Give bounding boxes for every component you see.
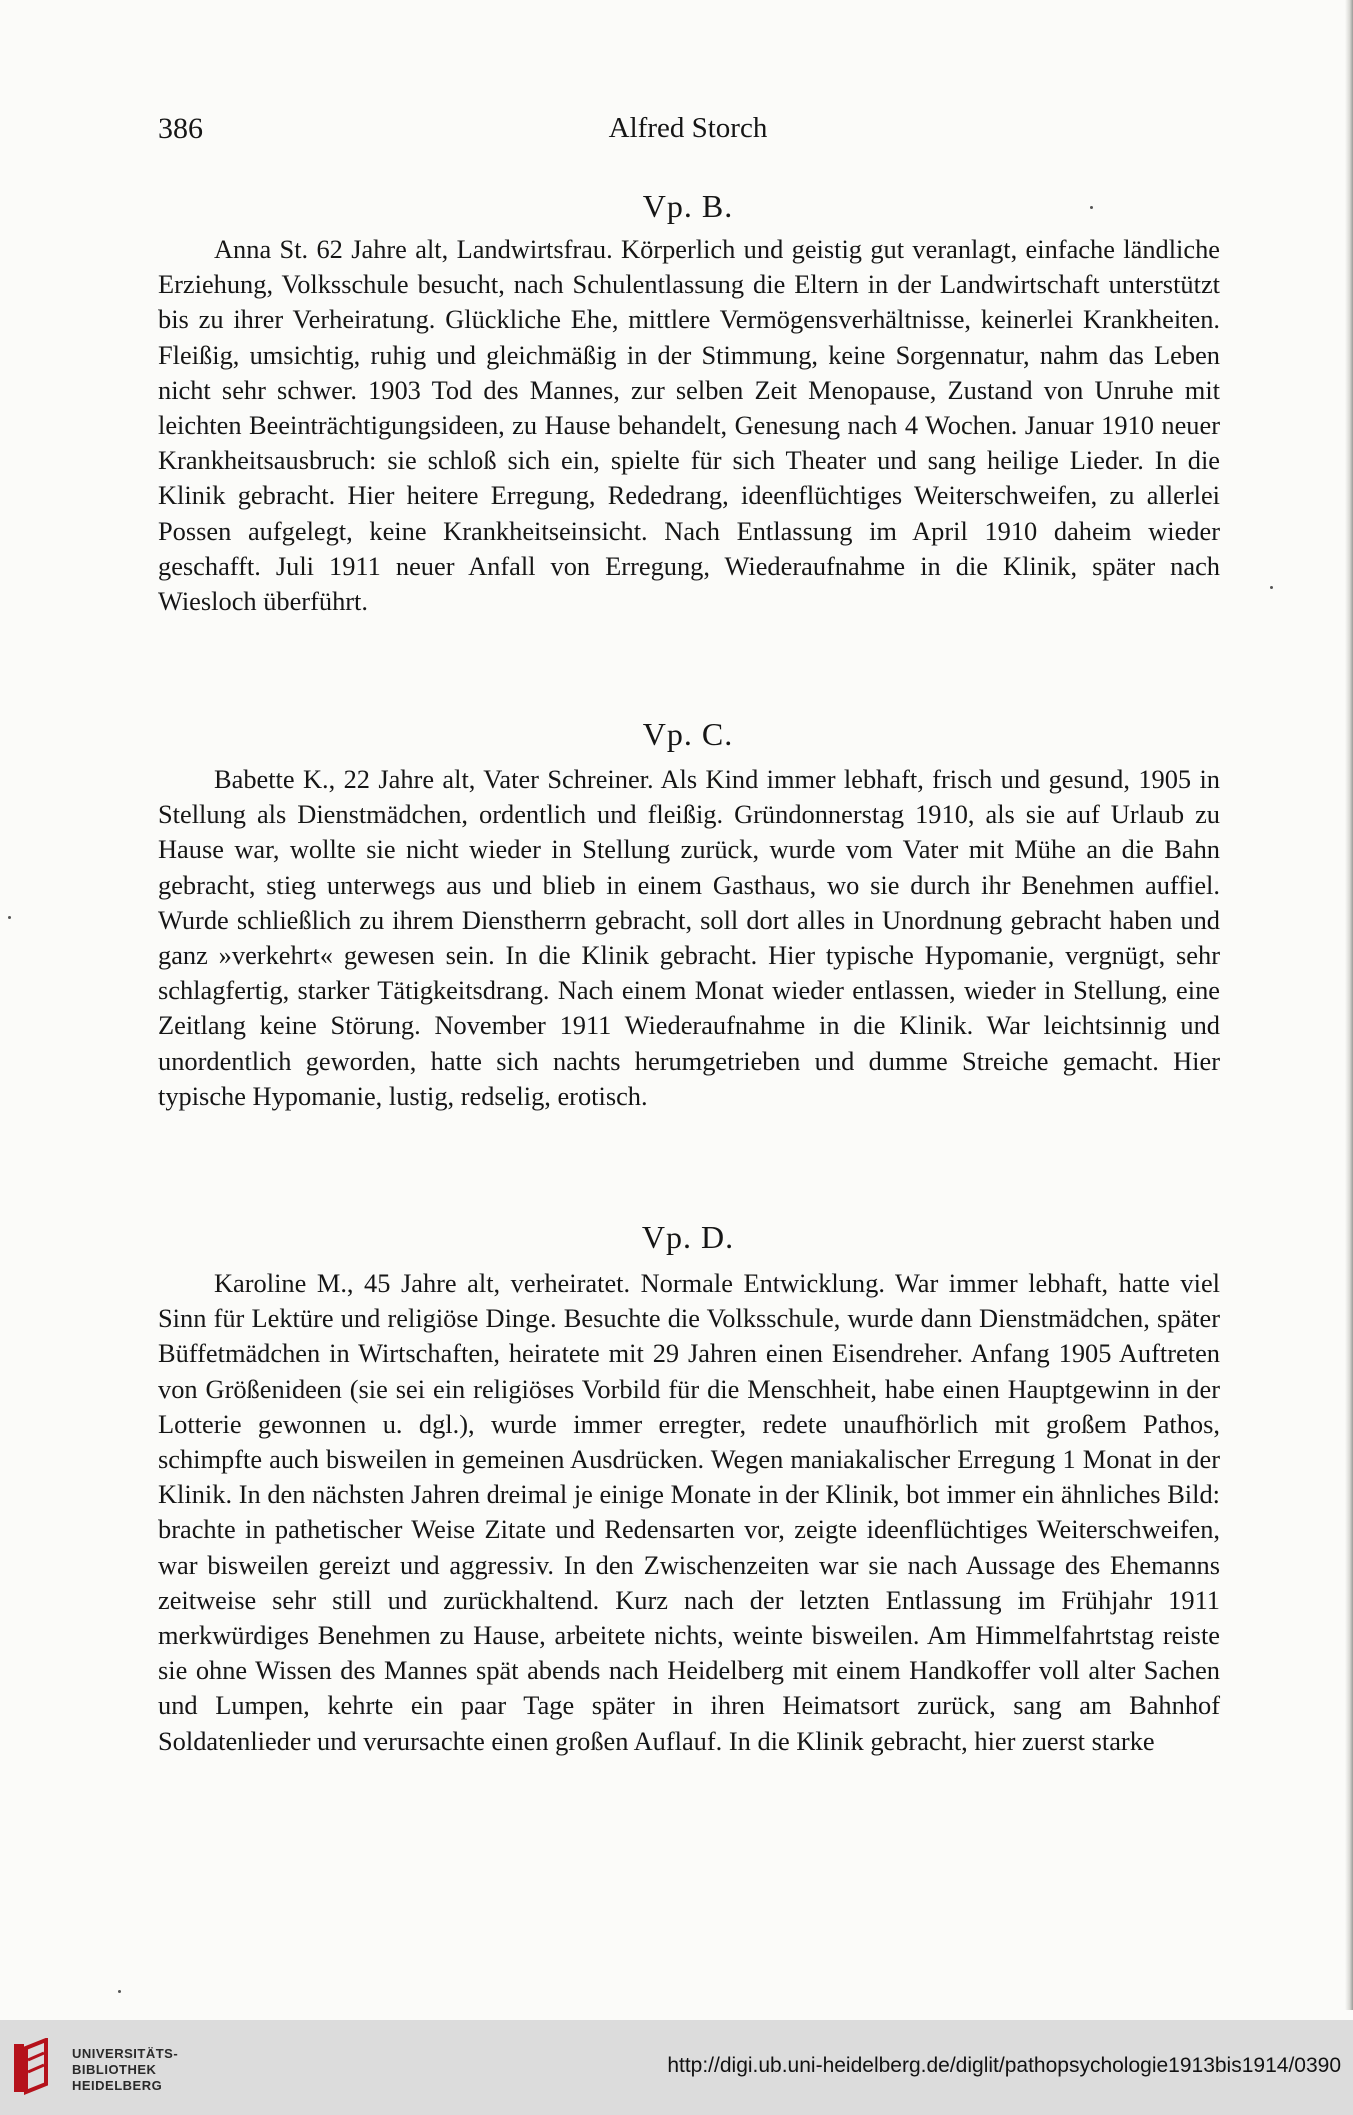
library-name-line: HEIDELBERG xyxy=(72,2078,163,2093)
library-name xyxy=(72,2046,178,2094)
library-name-line: BIBLIOTHEK xyxy=(72,2062,157,2077)
university-library-logo-icon xyxy=(10,2038,60,2098)
section-text-vp-c: Babette K., 22 Jahre alt, Vater Schreiner. Als Kind immer lebhaft, frisch und gesund, 1905 in Stellung als Dienstmädchen, ordentlich und fleißig. Gründonnerstag 1910, als sie auf Urlaub zu Hause war, wollte sie nicht wieder in Stellung zurück, wurde vom Vater mit Mühe an die Bahn gebracht, stieg unterwegs aus und blieb in einem Gasthaus, wo sie durch ihr Benehmen auffiel. Wurde schließlich zu ihrem Dienstherrn gebracht, soll dort alles in Unordnung gebracht haben und ganz »verkehrt« gewesen sein. In die Klinik gebracht. Hier typische Hypomanie, vergnügt, sehr schlagfertig, starker Tätigkeitsdrang. Nach einem Monat wieder entlassen, wieder in Stellung, eine Zeitlang keine Störung. November 1911 Wiederaufnahme in die Klinik. War leichtsinnig und unordentlich geworden, hatte sich nachts herumgetrieben und dumme Streiche gemacht. Hier typische Hypomanie, lustig, redselig, erotisch. xyxy=(158,764,1220,1111)
running-head xyxy=(158,112,1218,156)
page-number: 386 xyxy=(158,112,203,145)
page-edge-shadow xyxy=(1345,0,1353,2010)
scan-speck xyxy=(8,916,11,919)
section-heading-vp-b: Vp. B. xyxy=(642,188,734,224)
scan-speck xyxy=(1090,206,1093,209)
scan-speck xyxy=(118,1990,121,1993)
section-text-vp-b: Anna St. 62 Jahre alt, Landwirtsfrau. Körperlich und geistig gut veranlagt, einfache ländliche Erziehung, Volksschule besucht, nach Schulentlassung die Eltern in der Landwirtschaft unterstützt bis zu ihrer Verheiratung. Glückliche Ehe, mittlere Vermögensverhältnisse, keinerlei Krankheiten. Fleißig, umsichtig, ruhig und gleichmäßig in der Stimmung, keine Sorgennatur, nahm das Leben nicht sehr schwer. 1903 Tod des Mannes, zur selben Zeit Menopause, Zustand von Unruhe mit leichten Beeinträchtigungsideen, zu Hause behandelt, Genesung nach 4 Wochen. Januar 1910 neuer Krankheitsausbruch: sie schloß sich ein, spielte für sich Theater und sang heilige Lieder. In die Klinik gebracht. Hier heitere Erregung, Rededrang, ideenflüchtiges Weiterschweifen, zu allerlei Possen aufgelegt, keine Krankheitseinsicht. Nach Entlassung im April 1910 daheim wieder geschafft. Juli 1911 neuer Anfall von Erregung, Wiederaufnahme in die Klinik, später nach Wiesloch überführt. xyxy=(158,234,1220,617)
digitization-footer xyxy=(0,2020,1353,2115)
scan-speck xyxy=(1270,586,1273,589)
section-heading-vp-c: Vp. C. xyxy=(642,716,734,752)
section-text-vp-d: Karoline M., 45 Jahre alt, verheiratet. Normale Entwicklung. War immer lebhaft, hatte viel Sinn für Lektüre und religiöse Dinge. Besuchte die Volksschule, wurde dann Dienstmädchen, später Büffetmädchen in Wirtschaften, heiratete mit 29 Jahren einen Eisendreher. Anfang 1905 Auftreten von Größenideen (sie sei ein religiöses Vorbild für die Menschheit, habe einen Hauptgewinn in der Lotterie gewonnen u. dgl.), wurde immer erregter, redete unaufhörlich mit großem Pathos, schimpfte auch bisweilen in gemeinen Ausdrücken. Wegen maniakalischer Erregung 1 Monat in der Klinik. In den nächsten Jahren dreimal je einige Monate in der Klinik, bot immer ein ähnliches Bild: brachte in pathetischer Weise Zitate und Redensarten vor, zeigte ideenflüchtiges Weiterschweifen, war bisweilen gereizt und aggressiv. In den Zwischenzeiten war sie nach Aussage des Ehemanns zeitweise sehr still und zurückhaltend. Kurz nach der letzten Entlassung im Frühjahr 1911 merkwürdiges Benehmen zu Hause, arbeitete nichts, weinte bisweilen. Am Himmelfahrtstag reiste sie ohne Wissen des Mannes spät abends nach Heidelberg mit einem Handkoffer voll alter Sachen und Lumpen, kehrte ein paar Tage später in ihren Heimatsort zurück, sang am Bahnhof Soldatenlieder und verursachte einen großen Auflauf. In die Klinik gebracht, hier zuerst starke xyxy=(158,1268,1220,1756)
running-title: Alfred Storch xyxy=(608,112,768,144)
library-name-line: UNIVERSITÄTS- xyxy=(72,2046,179,2061)
source-url-link[interactable]: http://digi.ub.uni-heidelberg.de/diglit/pathopsychologie1913bis1914/0390 xyxy=(667,2054,1341,2077)
section-heading-vp-d: Vp. D. xyxy=(641,1219,735,1255)
